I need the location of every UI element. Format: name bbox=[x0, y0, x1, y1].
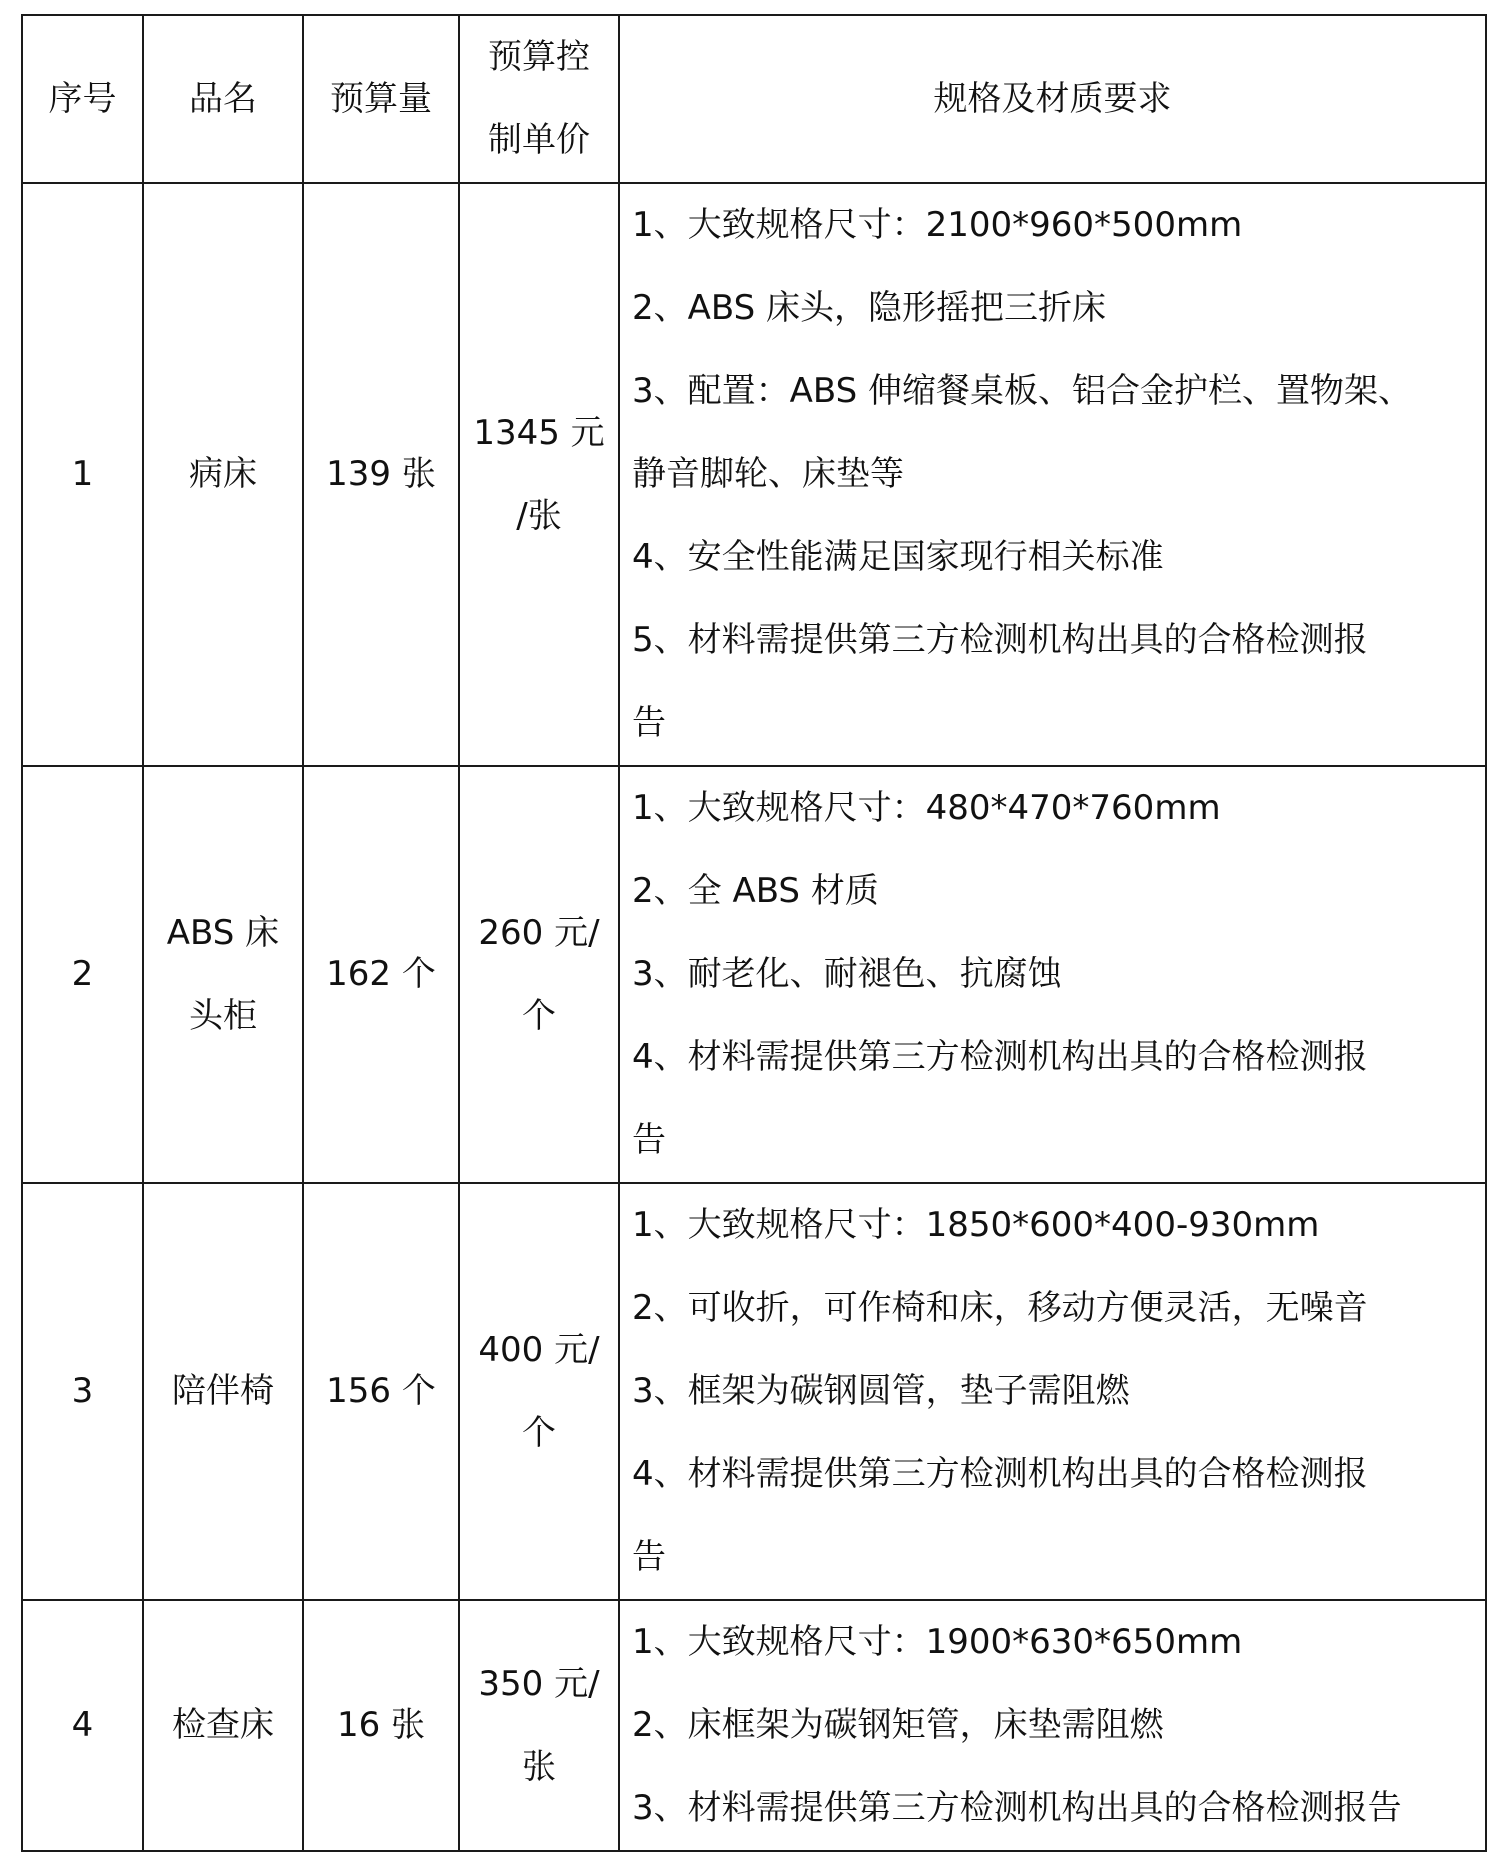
cell-price bbox=[459, 766, 619, 1183]
spec-line: 2、全 ABS 材质 bbox=[632, 871, 879, 911]
cell-qty: 139 张 bbox=[303, 183, 459, 766]
spec-line: 4、安全性能满足国家现行相关标准 bbox=[632, 537, 1164, 577]
table-row bbox=[22, 1600, 1486, 1851]
spec-line: 1、大致规格尺寸：2100*960*500mm bbox=[632, 205, 1243, 245]
cell-no: 1 bbox=[22, 183, 143, 766]
cell-price-line2: 张 bbox=[522, 1746, 556, 1787]
cell-name-line2: 头柜 bbox=[189, 995, 257, 1036]
cell-name-line1: 陪伴椅 bbox=[172, 1371, 274, 1411]
cell-name bbox=[143, 183, 303, 766]
cell-price-line1: 1345 元 bbox=[473, 412, 605, 453]
table-row bbox=[22, 766, 1486, 1183]
spec-line: 静音脚轮、床垫等 bbox=[632, 454, 904, 494]
spec-line: 2、ABS 床头，隐形摇把三折床 bbox=[632, 288, 1107, 328]
cell-no: 3 bbox=[22, 1183, 143, 1600]
cell-qty: 16 张 bbox=[303, 1600, 459, 1851]
spec-line: 2、床框架为碳钢矩管，床垫需阻燃 bbox=[632, 1705, 1164, 1745]
spec-line: 2、可收折，可作椅和床，移动方便灵活，无噪音 bbox=[632, 1288, 1368, 1328]
cell-price bbox=[459, 183, 619, 766]
spec-line: 告 bbox=[632, 1537, 666, 1577]
cell-name bbox=[143, 1183, 303, 1600]
cell-qty: 162 个 bbox=[303, 766, 459, 1183]
spec-line: 3、配置：ABS 伸缩餐桌板、铝合金护栏、置物架、 bbox=[632, 371, 1413, 411]
header-price-line2: 制单价 bbox=[488, 120, 590, 160]
cell-name-line1: 检查床 bbox=[172, 1705, 274, 1745]
spec-line: 告 bbox=[632, 703, 666, 743]
cell-no: 2 bbox=[22, 766, 143, 1183]
cell-name bbox=[143, 1600, 303, 1851]
cell-spec bbox=[619, 1183, 1486, 1600]
spec-line: 3、框架为碳钢圆管，垫子需阻燃 bbox=[632, 1371, 1130, 1411]
header-price-line1: 预算控 bbox=[488, 37, 590, 77]
cell-name-line1: 病床 bbox=[189, 454, 257, 494]
header-no: 序号 bbox=[22, 15, 143, 183]
cell-no: 4 bbox=[22, 1600, 143, 1851]
spec-line: 告 bbox=[632, 1120, 666, 1160]
spec-line: 1、大致规格尺寸：1850*600*400-930mm bbox=[632, 1205, 1320, 1245]
cell-price-line1: 260 元/ bbox=[478, 912, 600, 953]
header-price bbox=[459, 15, 619, 183]
spec-line: 1、大致规格尺寸：1900*630*650mm bbox=[632, 1622, 1243, 1662]
procurement-table bbox=[21, 14, 1487, 1852]
cell-price-line1: 350 元/ bbox=[478, 1663, 600, 1704]
header-qty: 预算量 bbox=[303, 15, 459, 183]
header-row bbox=[22, 15, 1486, 183]
table-row bbox=[22, 1183, 1486, 1600]
cell-price-line2: 个 bbox=[522, 995, 556, 1036]
cell-name bbox=[143, 766, 303, 1183]
spec-line: 4、材料需提供第三方检测机构出具的合格检测报 bbox=[632, 1454, 1368, 1494]
spec-line: 4、材料需提供第三方检测机构出具的合格检测报 bbox=[632, 1037, 1368, 1077]
header-name: 品名 bbox=[143, 15, 303, 183]
spec-line: 1、大致规格尺寸：480*470*760mm bbox=[632, 788, 1221, 828]
spec-line: 3、材料需提供第三方检测机构出具的合格检测报告 bbox=[632, 1788, 1402, 1828]
cell-qty: 156 个 bbox=[303, 1183, 459, 1600]
cell-price-line1: 400 元/ bbox=[478, 1329, 600, 1370]
cell-price bbox=[459, 1183, 619, 1600]
header-spec: 规格及材质要求 bbox=[619, 15, 1486, 183]
spec-line: 3、耐老化、耐褪色、抗腐蚀 bbox=[632, 954, 1062, 994]
cell-spec bbox=[619, 766, 1486, 1183]
cell-price-line2: 个 bbox=[522, 1412, 556, 1453]
cell-price bbox=[459, 1600, 619, 1851]
cell-price-line2: /张 bbox=[516, 495, 562, 536]
table-row bbox=[22, 183, 1486, 766]
cell-spec bbox=[619, 183, 1486, 766]
spec-line: 5、材料需提供第三方检测机构出具的合格检测报 bbox=[632, 620, 1368, 660]
cell-spec bbox=[619, 1600, 1486, 1851]
cell-name-line1: ABS 床 bbox=[166, 912, 280, 953]
